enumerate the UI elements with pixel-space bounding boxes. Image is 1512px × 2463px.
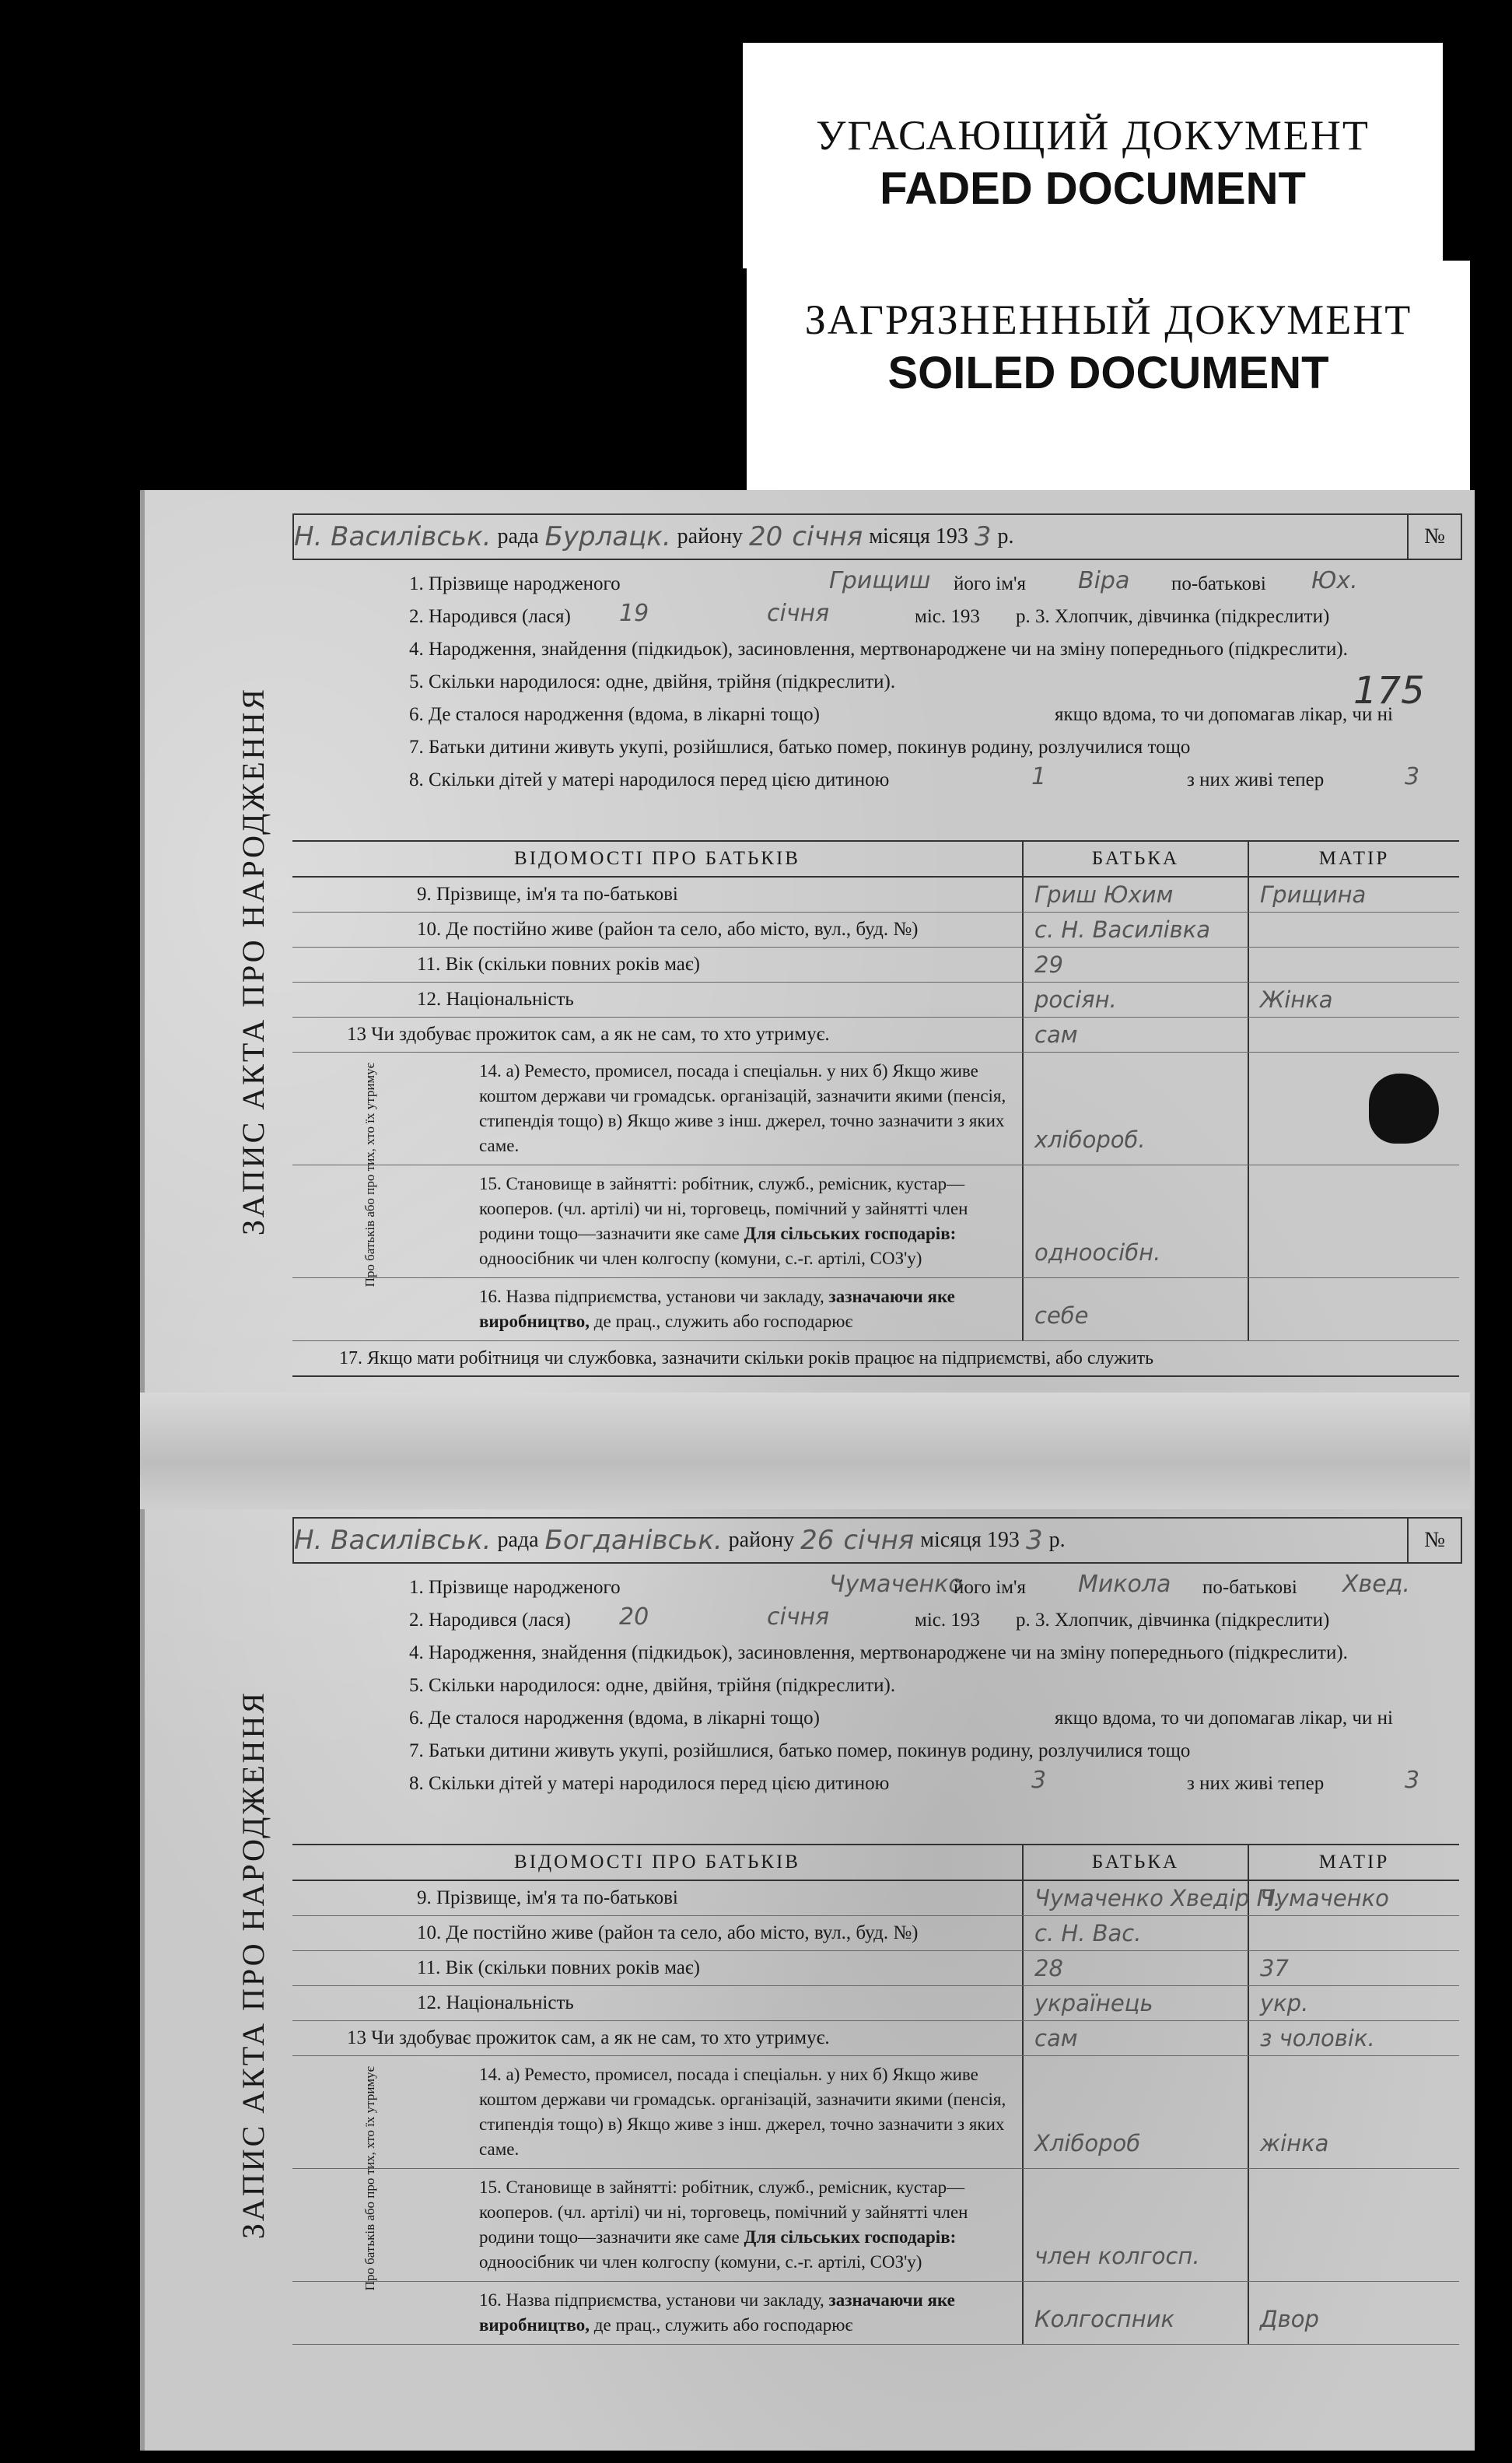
ink-blot bbox=[1369, 1074, 1439, 1144]
record-number-label: № bbox=[1407, 1519, 1461, 1562]
raion-label: району bbox=[677, 524, 744, 548]
record-number-label: № bbox=[1407, 515, 1461, 559]
row15-label bbox=[292, 2169, 1024, 2281]
year-suffix: р. bbox=[997, 524, 1014, 548]
children-alive: 3 bbox=[1405, 1767, 1420, 1794]
line-children bbox=[409, 764, 1459, 797]
page-fold bbox=[140, 1393, 1470, 1509]
row-address bbox=[292, 1916, 1459, 1951]
mother-enterprise: Двор bbox=[1260, 2306, 1319, 2332]
record-lines bbox=[409, 568, 1459, 797]
line-parents-status: 7. Батьки дитини живуть укупі, розійшлися, батько помер, покинув родину, розлучилися тощо bbox=[409, 737, 1191, 758]
row-nationality bbox=[292, 1986, 1459, 2021]
row11-label: 11. Вік (скільки повних років має) bbox=[292, 1951, 1024, 1985]
line-place bbox=[409, 699, 1459, 731]
father-column-heading: БАТЬКА bbox=[1024, 1845, 1249, 1880]
father-name: Чумаченко Хведір П. bbox=[1024, 1881, 1249, 1915]
row16-label bbox=[292, 2282, 1024, 2344]
soiled-notice-ru: ЗАГРЯЗНЕННЫЙ ДОКУМЕНТ bbox=[804, 296, 1412, 343]
father-occupation: хлібороб. bbox=[1024, 1053, 1249, 1165]
line2c-label: р. 3. Хлопчик, дівчинка (підкреслити) bbox=[1016, 1610, 1330, 1631]
mother-occupation: жінка bbox=[1260, 2130, 1329, 2156]
mother-enterprise bbox=[1249, 1278, 1459, 1340]
row9-label: 9. Прізвище, ім'я та по-батькові bbox=[292, 1881, 1024, 1915]
row15-text: 15. Становище в зайнятті: робітник, служб., ремісник, кустар—кооперов. (чл. артілі) чи ні, торговець, помічний у зайнятті член родини тощо—зазначити яке саме bbox=[479, 1174, 968, 1243]
row16-rest: де прац., служить або господарює bbox=[593, 2315, 853, 2335]
row16-text: 16. Назва підприємства, установи чи закладу, bbox=[479, 1287, 824, 1306]
parents-table-header bbox=[292, 842, 1459, 878]
mother-column-heading: МАТІР bbox=[1318, 848, 1390, 869]
line1c-label: по-батькові bbox=[1171, 573, 1266, 594]
father-age: 29 bbox=[1024, 948, 1249, 982]
row-fullname bbox=[292, 1881, 1459, 1916]
mother-self-support: з чоловік. bbox=[1260, 2025, 1375, 2051]
line8-label: 8. Скільки дітей у матері народилося перед цією дитиною bbox=[409, 769, 890, 790]
row17-label: 17. Якщо мати робітниця чи службовка, зазначити скільки років працює на підприємстві, або служить bbox=[292, 1341, 1459, 1377]
rada-label: рада bbox=[497, 1528, 539, 1552]
row15-rest: одноосібник чи член колгоспу (комуни, с.-г. артілі, СОЗ'у) bbox=[479, 2252, 922, 2272]
line1c-label: по-батькові bbox=[1202, 1577, 1297, 1598]
father-occupation: Хлібороб bbox=[1024, 2056, 1249, 2168]
line-count: 5. Скільки народилося: одне, двійня, трійня (підкреслити). bbox=[409, 671, 896, 692]
row-fullname bbox=[292, 878, 1459, 913]
row-self-support bbox=[292, 2021, 1459, 2056]
line6-label: 6. Де сталося народження (вдома, в лікарні тощо) bbox=[409, 1708, 820, 1729]
record-side-title: ЗАПИС АКТА ПРО НАРОДЖЕННЯ bbox=[236, 1690, 271, 2239]
children-alive: 3 bbox=[1405, 763, 1420, 790]
line-born bbox=[409, 601, 1459, 633]
record-month: січня bbox=[792, 521, 863, 552]
father-enterprise: себе bbox=[1024, 1278, 1249, 1340]
line-children bbox=[409, 1768, 1459, 1800]
row-position bbox=[292, 1165, 1459, 1278]
line-type: 4. Народження, знайдення (підкидьок), засиновлення, мертвонароджене чи на зміну попереднього (підкреслити). bbox=[409, 1642, 1348, 1663]
born-day: 19 bbox=[619, 600, 649, 627]
row16-label bbox=[292, 1278, 1024, 1340]
line-place bbox=[409, 1702, 1459, 1735]
father-address: с. Н. Василівка bbox=[1024, 913, 1249, 947]
line8b-label: з них живі тепер bbox=[1187, 1773, 1325, 1794]
record-day: 20 bbox=[749, 521, 783, 552]
row11-label: 11. Вік (скільки повних років має) bbox=[292, 948, 1024, 982]
line8-label: 8. Скільки дітей у матері народилося перед цією дитиною bbox=[409, 1773, 890, 1794]
line6b-label: якщо вдома, то чи допомагав лікар, чи ні bbox=[1055, 1708, 1393, 1729]
parents-side-label: Про батьків або про тих, хто їх утримує bbox=[362, 1062, 377, 1288]
row15-label bbox=[292, 1165, 1024, 1277]
line-name bbox=[409, 568, 1459, 601]
father-position: одноосібн. bbox=[1024, 1165, 1249, 1277]
row-self-support bbox=[292, 1018, 1459, 1053]
row12-label: 12. Національність bbox=[292, 1986, 1024, 2020]
row14-label: 14. а) Реместо, промисел, посада і спеціальн. у них б) Якщо живе коштом держави чи громадськ. організацій, зазначити якими (пенсія, стипендія тощо) в) Якщо живе з інш. джерел, точно зазначити з яких саме. bbox=[292, 2056, 1024, 2168]
line-born bbox=[409, 1604, 1459, 1637]
row16-bold: зазначаючи яке виробництво, bbox=[479, 1287, 955, 1331]
raion-label: району bbox=[728, 1528, 795, 1552]
year-suffix: р. bbox=[1048, 1528, 1066, 1552]
village-council: Н. Василівськ. bbox=[294, 1525, 492, 1556]
row-age bbox=[292, 1951, 1459, 1986]
child-patronymic: Хвед. bbox=[1342, 1571, 1410, 1598]
village-council: Н. Василівськ. bbox=[294, 521, 492, 552]
month-label: місяця 193 bbox=[920, 1528, 1020, 1552]
parents-table-header bbox=[292, 1845, 1459, 1881]
father-position: член колгосп. bbox=[1024, 2169, 1249, 2281]
children-before: 3 bbox=[1031, 1767, 1047, 1794]
mother-nationality: укр. bbox=[1260, 1990, 1309, 2016]
line2b-label: міс. 193 bbox=[915, 606, 980, 627]
soiled-notice-en: SOILED DOCUMENT bbox=[887, 348, 1329, 398]
row-address bbox=[292, 913, 1459, 948]
father-age: 28 bbox=[1024, 1951, 1249, 1985]
record-header bbox=[292, 513, 1462, 560]
line-parents-status: 7. Батьки дитини живуть укупі, розійшлися, батько помер, покинув родину, розлучилися тощо bbox=[409, 1740, 1191, 1761]
row13-label: 13 Чи здобуває прожиток сам, а як не сам, то хто утримує. bbox=[292, 1018, 1024, 1052]
mother-position bbox=[1249, 1165, 1459, 1277]
row15-bold: Для сільських господарів: bbox=[744, 2227, 957, 2247]
father-self-support: сам bbox=[1024, 2021, 1249, 2055]
record-header bbox=[292, 1517, 1462, 1564]
mother-position bbox=[1249, 2169, 1459, 2281]
row-occupation bbox=[292, 2056, 1459, 2169]
row16-bold: зазначаючи яке виробництво, bbox=[479, 2290, 955, 2335]
mother-address bbox=[1249, 913, 1459, 947]
line8b-label: з них живі тепер bbox=[1187, 769, 1325, 790]
mother-age bbox=[1249, 948, 1459, 982]
row10-label: 10. Де постійно живе (район та село, або місто, вул., буд. №) bbox=[292, 913, 1024, 947]
line1-label: 1. Прізвище народженого bbox=[409, 573, 621, 594]
born-month: січня bbox=[767, 600, 830, 627]
district-name: Богданівськ. bbox=[544, 1525, 723, 1556]
child-patronymic: Юх. bbox=[1311, 567, 1358, 594]
child-surname: Чумаченко bbox=[829, 1571, 963, 1598]
father-column-heading: БАТЬКА bbox=[1024, 842, 1249, 876]
line6-label: 6. Де сталося народження (вдома, в лікарні тощо) bbox=[409, 704, 820, 725]
line-name bbox=[409, 1571, 1459, 1604]
line2-label: 2. Народився (лася) bbox=[409, 606, 571, 627]
month-label: місяця 193 bbox=[869, 524, 968, 548]
line1b-label: його ім'я bbox=[954, 573, 1027, 594]
mother-address bbox=[1249, 1916, 1459, 1950]
scan-margin bbox=[0, 0, 136, 2463]
mother-name: Чумаченко bbox=[1260, 1885, 1389, 1911]
row-position bbox=[292, 2169, 1459, 2282]
mother-column-heading: МАТІР bbox=[1318, 1852, 1390, 1873]
record-year: 3 bbox=[1025, 1525, 1043, 1556]
father-name: Гриш Юхим bbox=[1024, 878, 1249, 912]
record-day: 26 bbox=[800, 1525, 835, 1556]
record-side-title: ЗАПИС АКТА ПРО НАРОДЖЕННЯ bbox=[236, 686, 271, 1235]
father-nationality: росіян. bbox=[1024, 983, 1249, 1017]
district-name: Бурлацк. bbox=[544, 521, 671, 552]
line6b-label: якщо вдома, то чи допомагав лікар, чи ні bbox=[1055, 704, 1393, 725]
row15-bold: Для сільських господарів: bbox=[744, 1224, 957, 1243]
faded-notice-card bbox=[743, 43, 1443, 268]
line2b-label: міс. 193 bbox=[915, 1610, 980, 1631]
row15-text: 15. Становище в зайнятті: робітник, служб., ремісник, кустар—кооперов. (чл. артілі) чи ні, торговець, помічний у зайнятті член родини тощо—зазначити яке саме bbox=[479, 2177, 968, 2247]
mother-self-support bbox=[1249, 1018, 1459, 1052]
row15-rest: одноосібник чи член колгоспу (комуни, с.-г. артілі, СОЗ'у) bbox=[479, 1249, 922, 1268]
line-count: 5. Скільки народилося: одне, двійня, трійня (підкреслити). bbox=[409, 1675, 896, 1696]
row-age bbox=[292, 948, 1459, 983]
parents-info-heading: ВІДОМОСТІ ПРО БАТЬКІВ bbox=[292, 1845, 1024, 1880]
line1b-label: його ім'я bbox=[954, 1577, 1027, 1598]
child-surname: Грищиш bbox=[829, 567, 931, 594]
row16-rest: де прац., служить або господарює bbox=[593, 1312, 853, 1331]
row9-label: 9. Прізвище, ім'я та по-батькові bbox=[292, 878, 1024, 912]
row14-label: 14. а) Реместо, промисел, посада і спеціальн. у них б) Якщо живе коштом держави чи громадськ. організацій, зазначити якими (пенсія, стипендія тощо) в) Якщо живе з інш. джерел, точно зазначити з яких саме. bbox=[292, 1053, 1024, 1165]
child-name: Віра bbox=[1078, 567, 1130, 594]
father-enterprise: Колгоспник bbox=[1024, 2282, 1249, 2344]
born-month: січня bbox=[767, 1603, 830, 1631]
row-enterprise bbox=[292, 2282, 1459, 2345]
line2-label: 2. Народився (лася) bbox=[409, 1610, 571, 1631]
row-occupation bbox=[292, 1053, 1459, 1165]
parents-info-heading: ВІДОМОСТІ ПРО БАТЬКІВ bbox=[292, 842, 1024, 876]
row16-text: 16. Назва підприємства, установи чи закладу, bbox=[479, 2290, 824, 2310]
father-nationality: українець bbox=[1024, 1986, 1249, 2020]
soiled-notice-card bbox=[747, 261, 1470, 498]
child-name: Микола bbox=[1078, 1571, 1171, 1598]
margin-number: 175 bbox=[1353, 669, 1425, 713]
parents-table bbox=[292, 840, 1459, 1377]
mother-name: Грищина bbox=[1260, 881, 1367, 908]
parents-table bbox=[292, 1844, 1459, 2345]
mother-nationality: Жінка bbox=[1260, 986, 1333, 1013]
faded-notice-en: FADED DOCUMENT bbox=[880, 163, 1306, 214]
rada-label: рада bbox=[497, 524, 539, 548]
line2c-label: р. 3. Хлопчик, дівчинка (підкреслити) bbox=[1016, 606, 1330, 627]
record-lines bbox=[409, 1571, 1459, 1800]
record-month: січня bbox=[843, 1525, 915, 1556]
row13-label: 13 Чи здобуває прожиток сам, а як не сам, то хто утримує. bbox=[292, 2021, 1024, 2055]
row12-label: 12. Національність bbox=[292, 983, 1024, 1017]
father-address: с. Н. Вас. bbox=[1024, 1916, 1249, 1950]
row-enterprise bbox=[292, 1278, 1459, 1341]
row10-label: 10. Де постійно живе (район та село, або місто, вул., буд. №) bbox=[292, 1916, 1024, 1950]
record-year: 3 bbox=[974, 521, 992, 552]
line1-label: 1. Прізвище народженого bbox=[409, 1577, 621, 1598]
parents-side-label: Про батьків або про тих, хто їх утримує bbox=[362, 2065, 377, 2291]
mother-age: 37 bbox=[1260, 1955, 1289, 1981]
row-nationality bbox=[292, 983, 1459, 1018]
father-self-support: сам bbox=[1024, 1018, 1249, 1052]
children-before: 1 bbox=[1031, 763, 1047, 790]
line-type: 4. Народження, знайдення (підкидьок), засиновлення, мертвонароджене чи на зміну попереднього (підкреслити). bbox=[409, 639, 1348, 660]
faded-notice-ru: УГАСАЮЩИЙ ДОКУМЕНТ bbox=[816, 112, 1370, 159]
born-day: 20 bbox=[619, 1603, 649, 1631]
